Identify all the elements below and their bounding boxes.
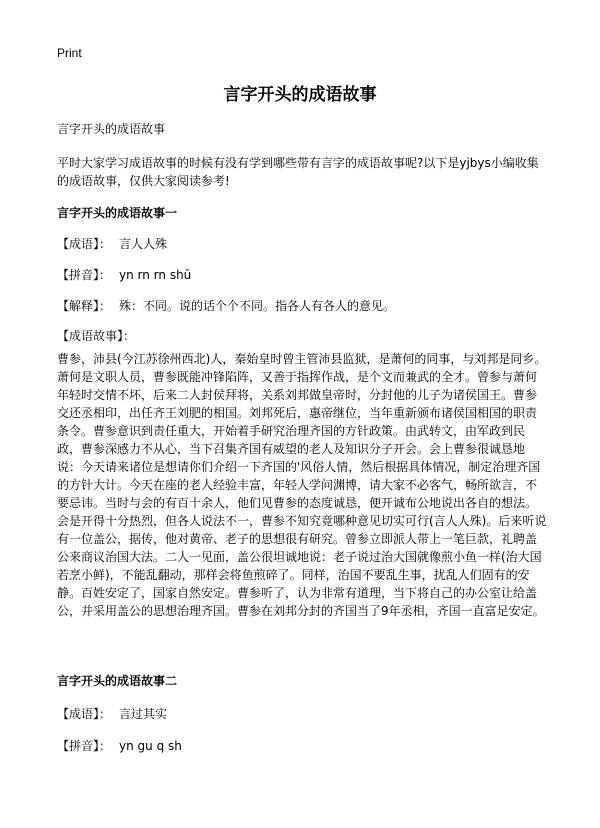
- story1-pinyin-row: [57, 266, 191, 283]
- story1-story-text: 曹参，沛县(今江苏徐州西北)人，秦始皇时曾主管沛县监狱，是萧何的同事，与刘邦是同乡。萧何是文职人员，曹参既能冲锋陷阵，又善于指挥作战，是个文而兼武的全才。曾参与萧何年轻时交情不坏，后来二人封侯拜将，关系刘邦做皇帝时，分封他的儿子为诸侯国王。曹参交还丞相印，出任齐王刘肥的相国。刘邦死后，惠帝继位，当年重新颁布诸侯国相国的职责条令。曹参意识到责任重大，开始着手研究治理齐国的方针政策。由武转文，由军政到民政，曹参深感力不从心，当下召集齐国有威望的老人及知识分子开会。会上曹参很诚恳地说：今天请来诸位是想请你们介绍一下齐国的'风俗人情，然后根据具体情况，制定治理齐国的方针大计。今天在座的老人经验丰富，年轻人学问渊博，请大家不必客气，畅所欲言，不要忌讳。当时与会的有百十余人，他们见曹参的态度诚恳，便开诚布公地说出各自的想法。会是开得十分热烈，但各人说法不一，曹参不知究竟哪种意见切实可行(言人人殊)。后来听说有一位盖公，据传，他对黄帝、老子的思想很有研究。曾参立即派人带上一笔巨款，礼聘盖公来商议治国大法。二人一见面，盖公很坦诚地说：老子说过治大国就像煎小鱼一样(治大国若烹小鲜)，不能乱翻动，那样会将鱼煎碎了。同样，治国不要乱生事，扰乱人们固有的安静。百姓安定了，国家自然安定。曹参听了，认为非常有道理，当下将自己的办公室让给盖公，并采用盖公的思想治理齐国。曹参在刘邦分封的齐国当了9年丞相，齐国一直富足安定。: [57, 352, 547, 618]
- idiom-label: 【成语】：: [57, 237, 112, 251]
- intro-paragraph: 平时大家学习成语故事的时候有没有学到哪些带有言字的成语故事呢?以下是yjbys小编收集的成语故事，仅供大家阅读参考!: [57, 156, 539, 188]
- idiom-value: 言过其实: [119, 707, 168, 721]
- story1-story-label: 【成语故事】：: [57, 329, 136, 343]
- pinyin-label: 【拼音】：: [57, 268, 112, 282]
- idiom-label: 【成语】：: [57, 707, 112, 721]
- explain-label: 【解释】：: [57, 299, 112, 313]
- story2-heading: 言字开头的成语故事二: [57, 674, 178, 688]
- pinyin-value: yn rn rn shū: [119, 268, 192, 282]
- explain-value: 殊：不同。说的话个个不同。指各人有各人的意见。: [119, 299, 396, 313]
- story1-explain-row: [57, 297, 395, 314]
- pinyin-label: 【拼音】：: [57, 739, 112, 753]
- print-link[interactable]: Print: [57, 46, 82, 60]
- subtitle: 言字开头的成语故事: [57, 122, 166, 136]
- page-title: 言字开头的成语故事: [223, 85, 377, 105]
- pinyin-value: yn gu q sh: [119, 739, 182, 753]
- story2-idiom-row: [57, 705, 167, 722]
- idiom-value: 言人人殊: [119, 237, 168, 251]
- story1-heading: 言字开头的成语故事一: [57, 206, 178, 220]
- story2-pinyin-row: [57, 737, 182, 754]
- story1-idiom-row: [57, 235, 167, 252]
